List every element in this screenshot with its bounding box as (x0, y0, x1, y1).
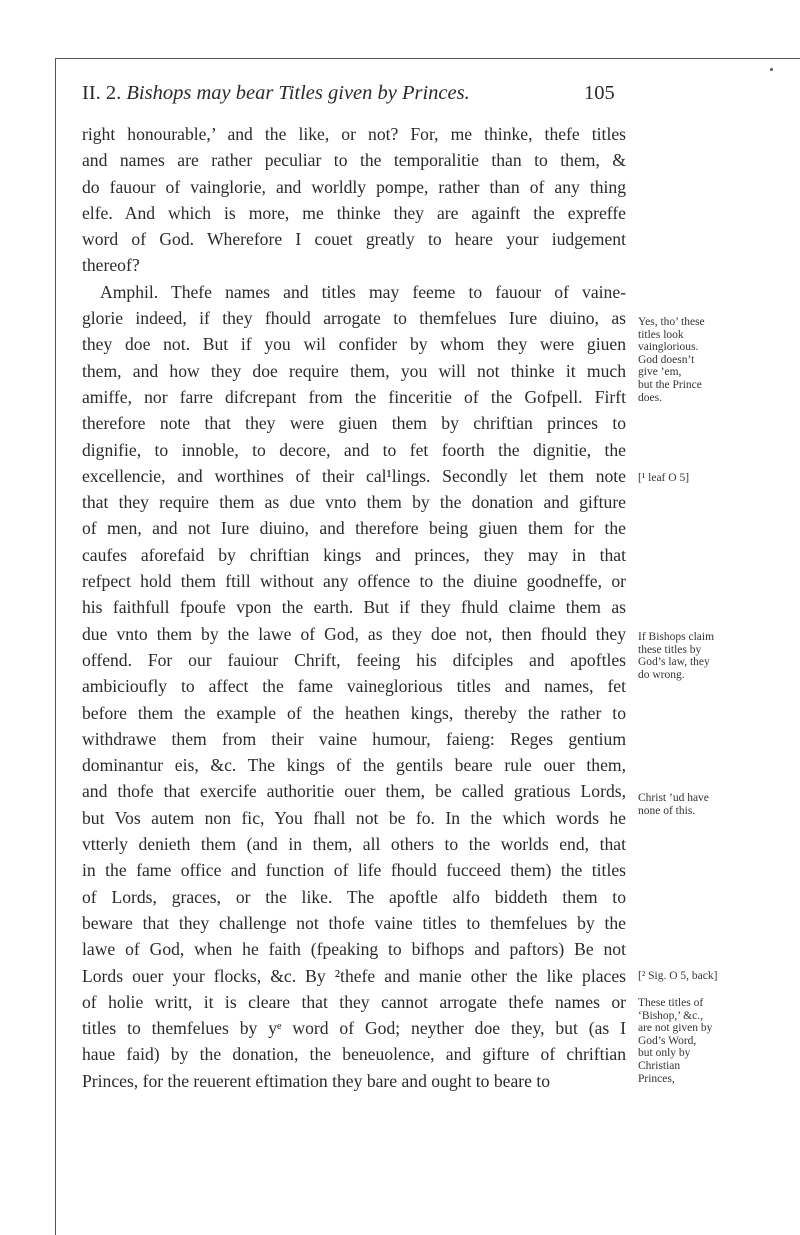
text-line: excellencie, and worthines of their cal¹lings. Secondly let them note (82, 465, 626, 486)
text-line: refpect hold them ftill without any offence to the diuine goodneffe, or (82, 571, 626, 592)
marginal-note-line: God doesn’t (638, 353, 695, 366)
text-line: amiffe, nor farre difcrepant from the finceritie of the Gofpell. Firft (82, 386, 626, 407)
marginal-note-line: give ’em, (638, 366, 682, 379)
ink-dot (770, 68, 773, 71)
text-line: therefore note that they were giuen them by chriftian princes to (82, 413, 626, 434)
text-line: thereof? (82, 255, 140, 276)
text-line: his faithfull fpoufe vpon the earth. But if they fhuld claime them as (82, 597, 626, 618)
marginal-note-line: ‘Bishop,’ &c., (638, 1009, 703, 1022)
marginal-note-3 (638, 631, 798, 681)
marginal-note-1 (638, 316, 798, 404)
marginal-note-line: Yes, tho’ these (638, 316, 705, 328)
text-line: Princes, for the reuerent eftimation they bare and ought to beare to (82, 1070, 551, 1091)
marginal-note-line: but only by (638, 1047, 691, 1060)
marginal-note-line: If Bishops claim (638, 631, 715, 643)
text-line: ambicioufly to affect the fame vaineglorious titles and names, fet (82, 676, 626, 697)
text-line: dignifie, to innoble, to decore, and to fet foorth the dignitie, the (82, 439, 626, 460)
text-line: and names are rather peculiar to the temporalitie than to them, & (82, 150, 626, 171)
marginal-note-6 (638, 997, 798, 1085)
marginal-note-line: titles look (638, 328, 684, 341)
text-line: Lords ouer your flocks, &c. By ²thefe and manie other the like places (82, 965, 626, 986)
header-title: Bishops may bear Titles given by Princes. (126, 82, 470, 104)
text-line: and thofe that exercife authoritie ouer them, be called gratious Lords, (82, 781, 626, 802)
text-line: beware that they challenge not thofe vaine titles to themfelues by the (82, 912, 626, 933)
text-line: vtterly denieth them (and in them, all others to the worlds end, that (82, 834, 626, 855)
text-line: do fauour of vainglorie, and worldly pompe, rather than of any thing (82, 176, 626, 197)
header-part-number: II. 2. (82, 82, 122, 104)
text-line: withdrawe them from their vaine humour, faieng: Reges gentium (82, 728, 626, 749)
body-text (82, 121, 626, 1094)
text-line: right honourable,’ and the like, or not? For, me thinke, thefe titles (82, 124, 626, 144)
text-line: Amphil. Thefe names and titles may feeme to fauour of vaine- (100, 281, 626, 302)
text-line: caufes aforefaid by chriftian kings and princes, they may in that (82, 544, 626, 565)
marginal-note-line: Princes, (638, 1072, 675, 1085)
marginal-note-line: none of this. (638, 804, 696, 817)
text-line: word of God. Wherefore I couet greatly to heare your iudgement (82, 229, 626, 250)
text-line: of holie writt, it is cleare that they cannot arrogate thefe names or (82, 991, 626, 1012)
marginal-note-line: Christ ’ud have (638, 792, 709, 804)
marginal-note-line: These titles of (638, 997, 704, 1009)
text-line: titles to themfelues by yᵉ word of God; neyther doe they, but (as I (82, 1018, 626, 1039)
marginal-note-line: are not given by (638, 1022, 713, 1035)
marginal-note-line: God’s Word, (638, 1034, 697, 1047)
marginal-note-2 (638, 472, 798, 485)
marginal-note-5 (638, 970, 798, 983)
text-line: but Vos autem non fic, You fhall not be fo. In the which words he (82, 807, 626, 828)
text-line: offend. For our fauiour Chrift, feeing his difciples and apoftles (82, 649, 626, 670)
text-line: in the fame office and function of life fhould fucceed them) the titles (82, 860, 626, 881)
marginal-note-line: Christian (638, 1059, 681, 1072)
text-line: due vnto them by the lawe of God, as they doe not, then fhould they (82, 623, 626, 644)
text-line: dominantur eis, &c. The kings of the gentils beare rule ouer them, (82, 755, 626, 776)
marginal-note-line: [¹ leaf O 5] (638, 472, 690, 484)
marginal-note-line: but the Prince (638, 378, 702, 391)
running-header (82, 79, 615, 107)
page-number: 105 (584, 82, 615, 104)
marginal-note-line: these titles by (638, 643, 702, 656)
text-line: them, and how they doe require them, you will not thinke it much (82, 360, 626, 381)
text-line: of Lords, graces, or the like. The apoftle alfo biddeth them to (82, 886, 626, 907)
marginal-note-line: vainglorious. (638, 341, 699, 354)
marginal-note-line: does. (638, 391, 662, 404)
text-line: that they require them as due vnto them by the donation and gifture (82, 492, 626, 513)
marginal-note-line: [² Sig. O 5, back] (638, 970, 718, 982)
marginal-note-line: do wrong. (638, 668, 685, 681)
text-line: haue faid) by the donation, the beneuolence, and gifture of chriftian (82, 1044, 626, 1065)
text-line: elfe. And which is more, me thinke they are againft the expreffe (82, 202, 626, 223)
text-line: lawe of God, when he faith (fpeaking to bifhops and paftors) Be not (82, 939, 626, 960)
text-line: they doe not. But if you wil confider by whom they were giuen (82, 334, 626, 355)
text-line: of men, and not Iure diuino, and therefore being giuen them for the (82, 518, 626, 539)
marginal-note-line: God’s law, they (638, 656, 710, 669)
marginal-note-4 (638, 792, 798, 817)
text-line: before them the example of the heathen kings, thereby the rather to (82, 702, 626, 723)
text-line: glorie indeed, if they fhould arrogate to themfelues Iure diuino, as (82, 308, 626, 329)
